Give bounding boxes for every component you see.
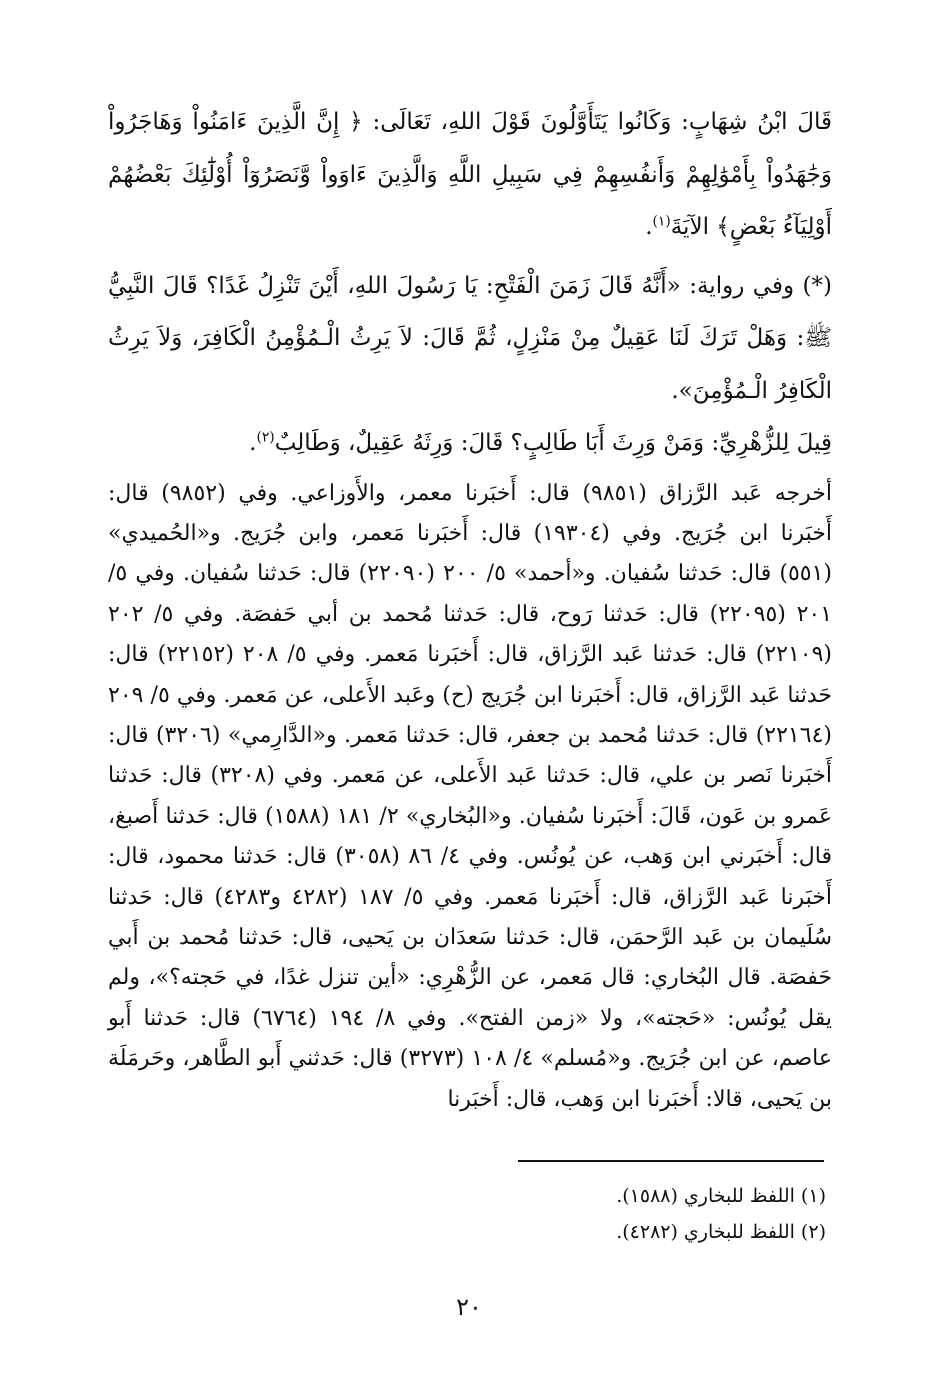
hadith-text: قِيلَ لِلزُّهْرِيِّ: وَمَنْ وَرِثَ أَبَا طَالِبٍ؟ قَالَ: وَرِثَهُ عَقِيلٌ، وَطَالِبٌ [274, 430, 832, 456]
hadith-section [108, 96, 832, 470]
hadith-end: . [249, 430, 257, 456]
footnote-ref-1: (١) [652, 213, 671, 230]
page-number: ٢٠ [456, 1293, 482, 1321]
footnote-2: (٢) اللفظ للبخاري (٤٢٨٢). [616, 1221, 826, 1243]
hadith-paragraph-zuhri [108, 417, 832, 470]
takhrij-paragraph: أخرجه عَبد الرَّزاق (٩٨٥١) قال: أَخبَرنا معمر، والأَوزاعي. وفي (٩٨٥٢) قال: أَخبَرنا ابن جُرَيج. وفي (١٩٣٠٤) قال: أَخبَرنا مَعمر، وابن جُرَيج. و«الحُميدي» (٥٥١) قال: حَدثنا سُفيان. و«أحمد» ٥/ ٢٠٠ (٢٢٠٩٠) قال: حَدثنا سُفيان. وفي ٥/ ٢٠١ (٢٢٠٩٥) قال: حَدثنا رَوح، قال: حَدثنا مُحمد بن أبي حَفصَة. وفي ٥/ ٢٠٢ (٢٢١٠٩) قال: حَدثنا عَبد الرَّزاق، قال: أَخبَرنا مَعمر. وفي ٥/ ٢٠٨ (٢٢١٥٢) قال: حَدثنا عَبد الرَّزاق، قال: أَخبَرنا ابن جُرَيج (ح) وعَبد الأَعلى، عن مَعمر. وفي ٥/ ٢٠٩ (٢٢١٦٤) قال: حَدثنا مُحمد بن جعفر، قال: حَدثنا مَعمر. و«الدَّارِمي» (٣٢٠٦) قال: أَخبَرنا نَصر بن علي، قال: حَدثنا عَبد الأَعلى، عن مَعمر. وفي (٣٢٠٨) قال: حَدثنا عَمرو بن عَون، قَالَ: أَخبَرنا سُفيان. و«البُخاري» ٢/ ١٨١ (١٥٨٨) قال: حَدثنا أَصبغ، قال: أَخبَرني ابن وَهب، عن يُونُس. وفي ٤/ ٨٦ (٣٠٥٨) قال: حَدثنا محمود، قال: أَخبَرنا عَبد الرَّزاق، قال: أَخبَرنا مَعمر. وفي ٥/ ١٨٧ (٤٢٨٢ و٤٢٨٣) قال: حَدثنا سُلَيمان بن عَبد الرَّحمَن، قال: حَدثنا سَعدَان بن يَحيى، قال: حَدثنا مُحمد بن أَبي حَفصَة. قال البُخاري: قال مَعمر، عن الزُّهْرِي: «أين تنزل غدًا، في حَجته؟»، ولم يقل يُونُس: «حَجته»، ولا «زمن الفتح». وفي ٨/ ١٩٤ (٦٧٦٤) قال: حَدثنا أَبو عاصم، عن ابن جُرَيج. و«مُسلم» ٤/ ١٠٨ (٣٢٧٣) قال: حَدثني أَبو الطَّاهر، وحَرمَلَة بن يَحيى، قالا: أَخبَرنا ابن وَهب، قال: أَخبَرنا [108, 480, 833, 1112]
footnote-ref-2: (٢) [256, 429, 275, 446]
footnote-divider [518, 1160, 824, 1162]
hadith-text: قَالَ ابْنُ شِهَابٍ: وَكَانُوا يَتَأَوَّلُونَ قَوْلَ اللهِ، تَعَالَى: ﴿ إِنَّ الَّذِينَ ءَامَنُواْ وَهَاجَرُواْ وَجَٰهَدُواْ بِأَمْوَٰلِهِمْ وَأَنفُسِهِمْ فِي سَبِيلِ اللَّهِ وَالَّذِينَ ءَاوَواْ وَّنَصَرُوٓاْ أُوْلَٰٓئِكَ بَعْضُهُمْ أَوْلِيَآءُ بَعْضٍ﴾ الآيَةَ [108, 109, 832, 240]
footnote-1: (١) اللفظ للبخاري (١٥٨٨). [616, 1185, 826, 1207]
hadith-paragraph-riwaya: (*) وفي رواية: «أَنَّهُ قَالَ زَمَنَ الْفَتْحِ: يَا رَسُولَ اللهِ، أَيْنَ تَنْزِلُ غَدًا؟ قَالَ النَّبِيُّ ﷺ: وَهَلْ تَرَكَ لَنَا عَقِيلٌ مِنْ مَنْزِلٍ، ثُمَّ قَالَ: لاَ يَرِثُ الْـمُؤْمِنُ الْكَافِرَ، وَلاَ يَرِثُ الْكَافِرُ الْـمُؤْمِنَ». [108, 272, 832, 404]
footnotes [108, 1178, 826, 1250]
hadith-end: . [645, 214, 653, 240]
takhrij-section [108, 474, 832, 1121]
hadith-paragraph-ibn-shihab [108, 96, 832, 254]
